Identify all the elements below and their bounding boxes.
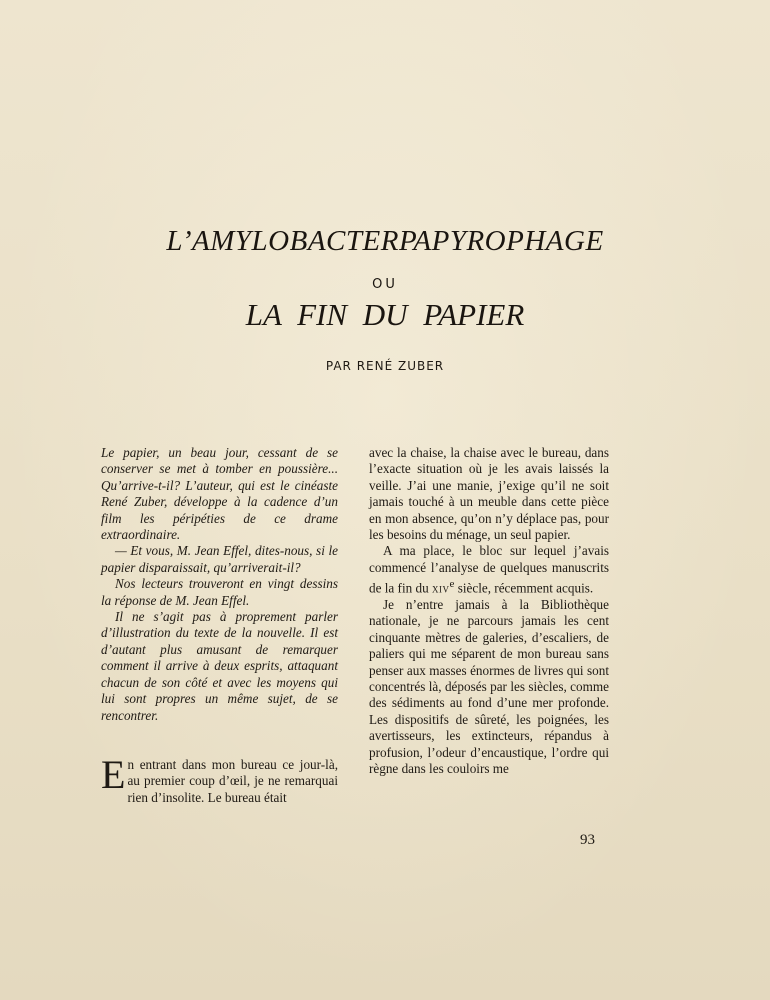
story-paragraph: Je n’entre jamais à la Bibliothèque nationale, je ne parcours jamais les cent cinquante mètres de galeries, d’escaliers, de paliers qui me séparent de mon bureau sans penser aux masses énormes de livres qui sont concentrés là, déposés par les siècles, comme des sédiments au fond d’une mer profonde. Les dispositifs de sûreté, les poignées, les avertisseurs, les extincteurs, répandus à profusion, l’odeur d’encaustique, l’ordre qui règne dans les couloirs me	[369, 597, 609, 777]
story-text: siècle, récemment acquis.	[454, 580, 594, 596]
intro-paragraph: Le papier, un beau jour, cessant de se conserver se met à tomber en poussière... Qu’arrive-t-il? L’auteur, qui est le cinéaste René Zuber, développe à la cadence d’un film les péripéties de ce drame extraordinaire.	[101, 445, 338, 543]
right-column	[369, 445, 609, 778]
intro-paragraph: — Et vous, M. Jean Effel, dites-nous, si le papier disparaissait, qu’arriverait-il?	[101, 543, 338, 575]
byline: PAR RENÉ ZUBER	[325, 359, 445, 373]
story-text: n entrant dans mon bureau ce jour-là, au premier coup d’œil, je ne remarquai rien d’insolite. Le bureau était	[127, 756, 338, 805]
drop-cap: E	[101, 751, 126, 797]
intro-block	[101, 445, 338, 724]
story-paragraph: avec la chaise, la chaise avec le bureau, dans l’exacte situation où je les avais laissés la veille. J’ai une manie, j’exige qu’il ne soit jamais touché à un meuble dans cette pièce en mon absence, qu’on n’y déplace pas, pour les besoins du ménage, un seul papier.	[369, 445, 609, 543]
story-text: A ma place, le bloc sur lequel j’avais commencé l’analyse de quelques manuscrits de la fin du	[369, 543, 609, 596]
title-connector: OU	[372, 277, 398, 292]
article-subtitle: LA FIN DU PAPIER	[245, 297, 525, 332]
story-opening	[101, 751, 338, 806]
page-number: 93	[580, 832, 595, 848]
story-paragraph	[369, 543, 609, 597]
century-superscript: e	[449, 578, 455, 591]
century-numeral: xiv	[432, 580, 450, 596]
left-column	[101, 445, 338, 806]
intro-paragraph: Nos lecteurs trouveront en vingt dessins la réponse de M. Jean Effel.	[101, 576, 338, 608]
intro-paragraph: Il ne s’agit pas à proprement parler d’illustration du texte de la nouvelle. Il est d’autant plus amusant de remarquer comment il arrive à deux esprits, attaquant chacun de son côté et avec les moyens qui lui sont propres un même sujet, de se rencontrer.	[101, 609, 338, 723]
article-title: L’AMYLOBACTERPAPYROPHAGE	[166, 225, 604, 257]
story-paragraph	[101, 751, 338, 806]
